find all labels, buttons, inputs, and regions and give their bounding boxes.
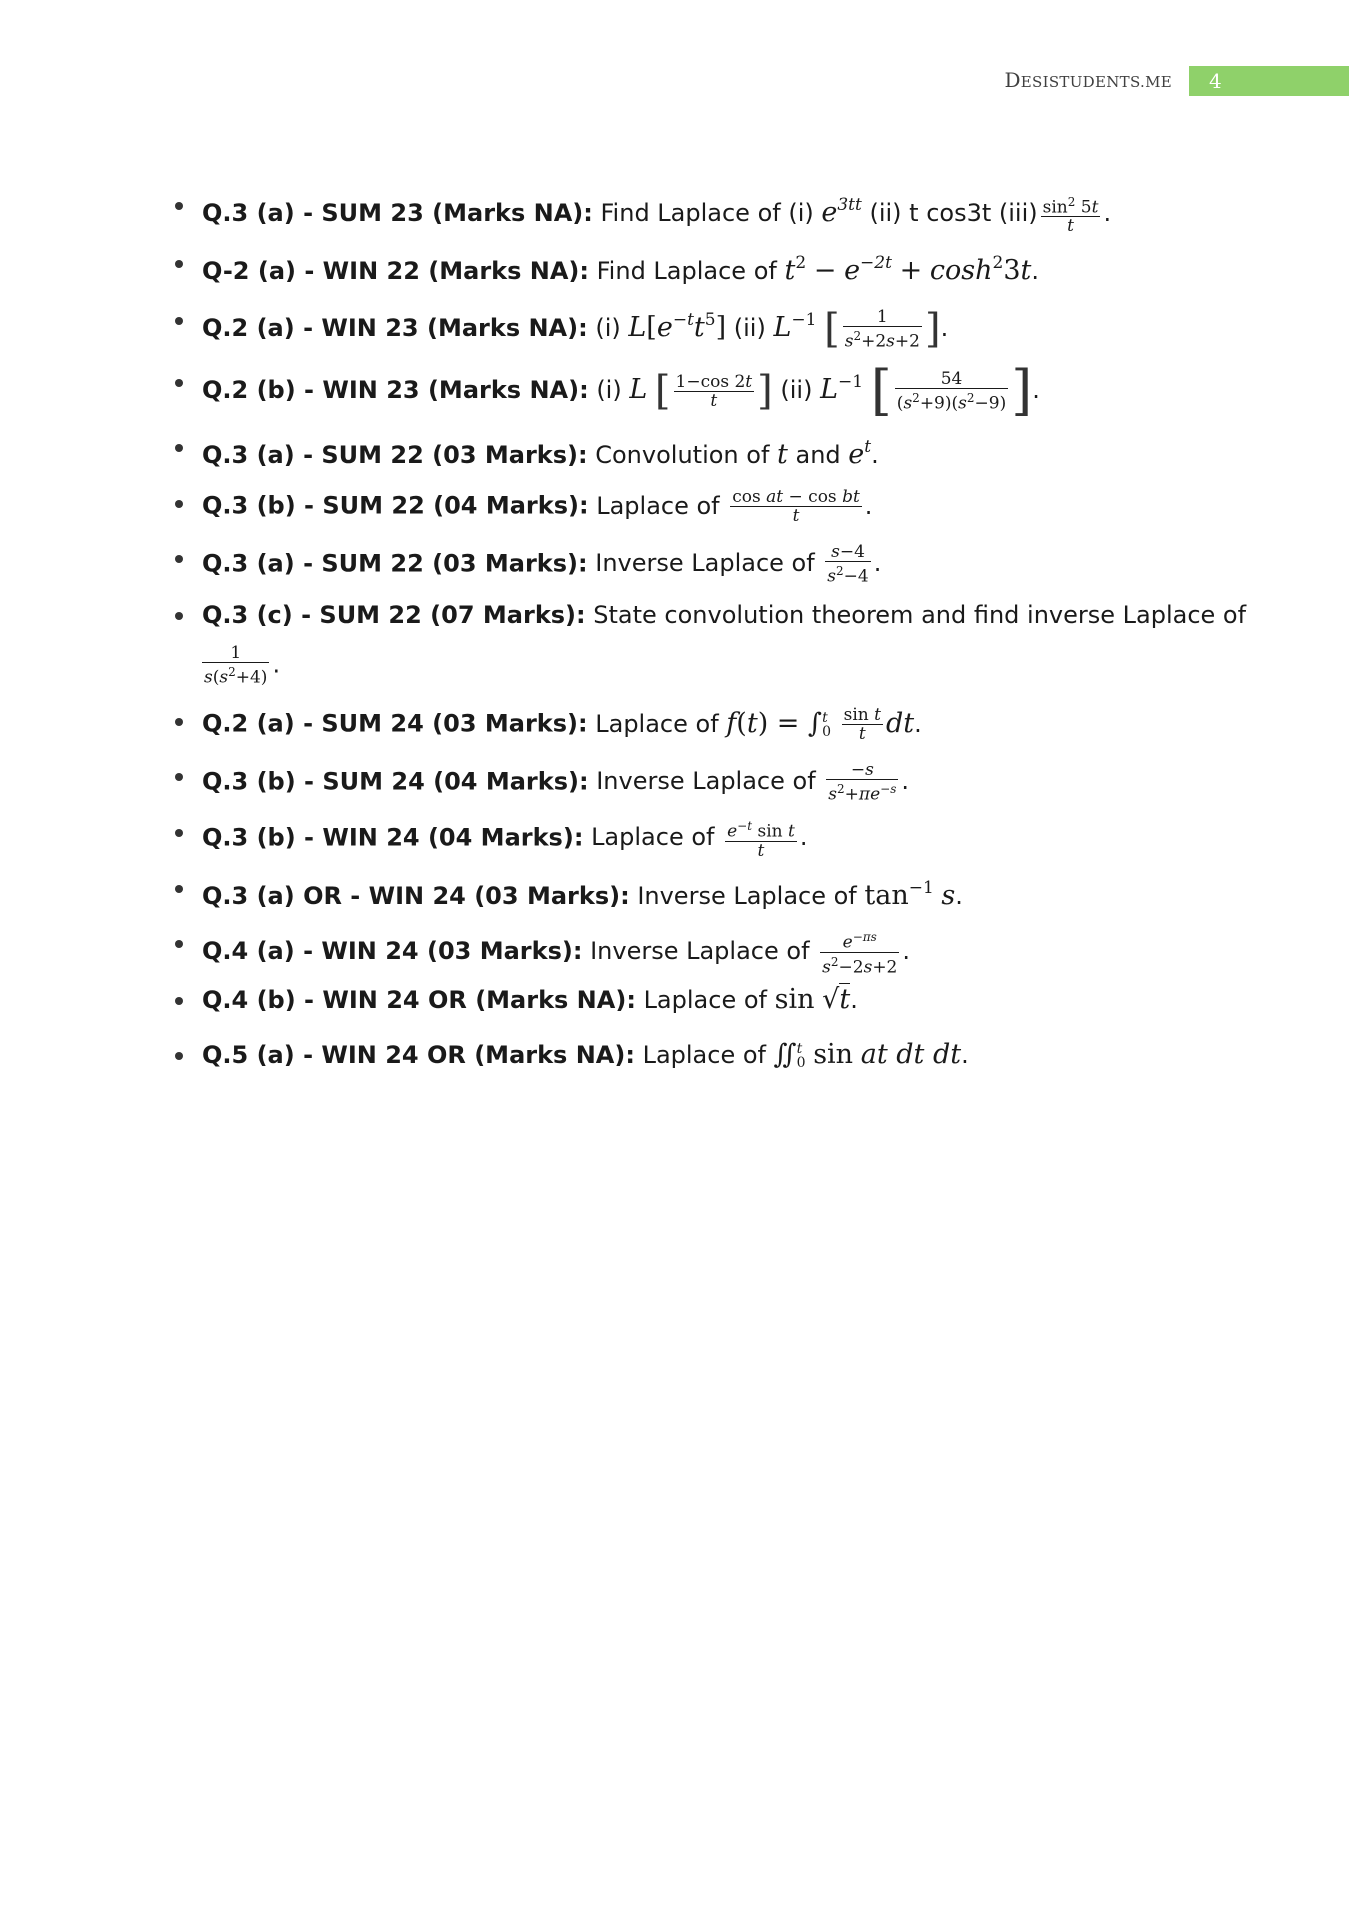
- question-heading: Q.3 (b) - SUM 24 (04 Marks):: [202, 767, 589, 796]
- question-heading: Q.3 (a) - SUM 23 (Marks NA):: [202, 199, 593, 227]
- bullet-icon: [175, 202, 183, 210]
- bullet-icon: [175, 773, 183, 781]
- bullet-icon: [175, 444, 183, 452]
- bullet-icon: [175, 379, 183, 387]
- question-heading: Q.4 (a) - WIN 24 (03 Marks):: [202, 937, 583, 966]
- question-heading: Q.2 (a) - SUM 24 (03 Marks):: [202, 709, 588, 738]
- question-heading: Q-2 (a) - WIN 22 (Marks NA):: [202, 257, 589, 285]
- question-text: Laplace of ∬t 0 sin at dt dt.: [642, 1039, 969, 1071]
- question-heading: Q.2 (b) - WIN 23 (Marks NA):: [202, 376, 589, 404]
- bullet-icon: [175, 885, 183, 893]
- question-text: (i) L [ $\frac{1-\cos 2t}{t}$ ] (ii) $L^{-1}$ [ $\frac{54}{(s^2+9)(s^2-9)}$ ].: [596, 359, 1040, 422]
- question-text: Laplace of $\frac{\text{cos at − cos bt}}{t}$ .: [596, 487, 873, 526]
- question-heading: Q.3 (a) - SUM 22 (03 Marks):: [202, 549, 588, 578]
- question-heading: Q.3 (a) OR - WIN 24 (03 Marks):: [202, 882, 630, 910]
- question-text: (i) $L[e^{-t}t^5]$ (ii) $L^{-1}$ [ $\frac{1}{s^2+2s+2}$ ].: [595, 306, 949, 352]
- page-number: 4: [1189, 66, 1349, 96]
- question-heading: Q.2 (a) - WIN 23 (Marks NA):: [202, 314, 588, 342]
- question-heading: Q.3 (a) - SUM 22 (03 Marks):: [202, 441, 588, 469]
- bullet-icon: [175, 718, 183, 726]
- bullet-icon: [175, 555, 183, 563]
- question-text-continued: $\frac{1}{s(s^2+4)}$ .: [204, 643, 281, 688]
- bullet-icon: [175, 997, 183, 1005]
- question-heading: Q.4 (b) - WIN 24 OR (Marks NA):: [202, 986, 636, 1014]
- question-text: Find Laplace of $t^2 - e^{-2t} + \cosh^23t$.: [596, 253, 1039, 286]
- question-text: State convolution theorem and find inverse Laplace of: [593, 601, 1247, 629]
- question-text: Laplace of $\frac{e^{-t} \sin t}{t}$ .: [591, 819, 808, 861]
- bullet-icon: [175, 1052, 183, 1060]
- question-text: Convolution of t and $e^t$.: [595, 437, 879, 470]
- question-text: Laplace of f(t) = ∫t 0 $\frac{\text{sin t}}{t}$ dt.: [595, 705, 922, 744]
- question-text: Inverse Laplace of $\frac{s-4}{s^2-4}$ .: [595, 542, 882, 587]
- bullet-icon: [175, 829, 183, 837]
- question-text: Find Laplace of (i) $e^{3tt}$ (ii) t cos3t (iii) $\frac{\sin^2 5t}{t}$ .: [600, 194, 1112, 237]
- question-text: Inverse Laplace of $\tan^{-1} s$.: [637, 878, 963, 911]
- bullet-icon: [175, 612, 183, 620]
- question-text: Laplace of sin √t.: [643, 984, 858, 1015]
- bullet-icon: [175, 260, 183, 268]
- question-heading: Q.3 (b) - SUM 22 (04 Marks):: [202, 491, 589, 520]
- question-heading: Q.5 (a) - WIN 24 OR (Marks NA):: [202, 1041, 635, 1069]
- question-text: Inverse Laplace of $\frac{-s}{s^2+\pi e^{-s}}$ .: [596, 760, 910, 805]
- question-text: Inverse Laplace of $\frac{e^{-\pi s}}{s^2-2s+2}$ .: [590, 930, 911, 978]
- site-name: DESISTUDENTS.ME: [1004, 68, 1172, 92]
- bullet-icon: [175, 317, 183, 325]
- question-heading: Q.3 (b) - WIN 24 (04 Marks):: [202, 823, 584, 852]
- bullet-icon: [175, 500, 183, 508]
- question-heading: Q.3 (c) - SUM 22 (07 Marks):: [202, 601, 586, 629]
- bullet-icon: [175, 940, 183, 948]
